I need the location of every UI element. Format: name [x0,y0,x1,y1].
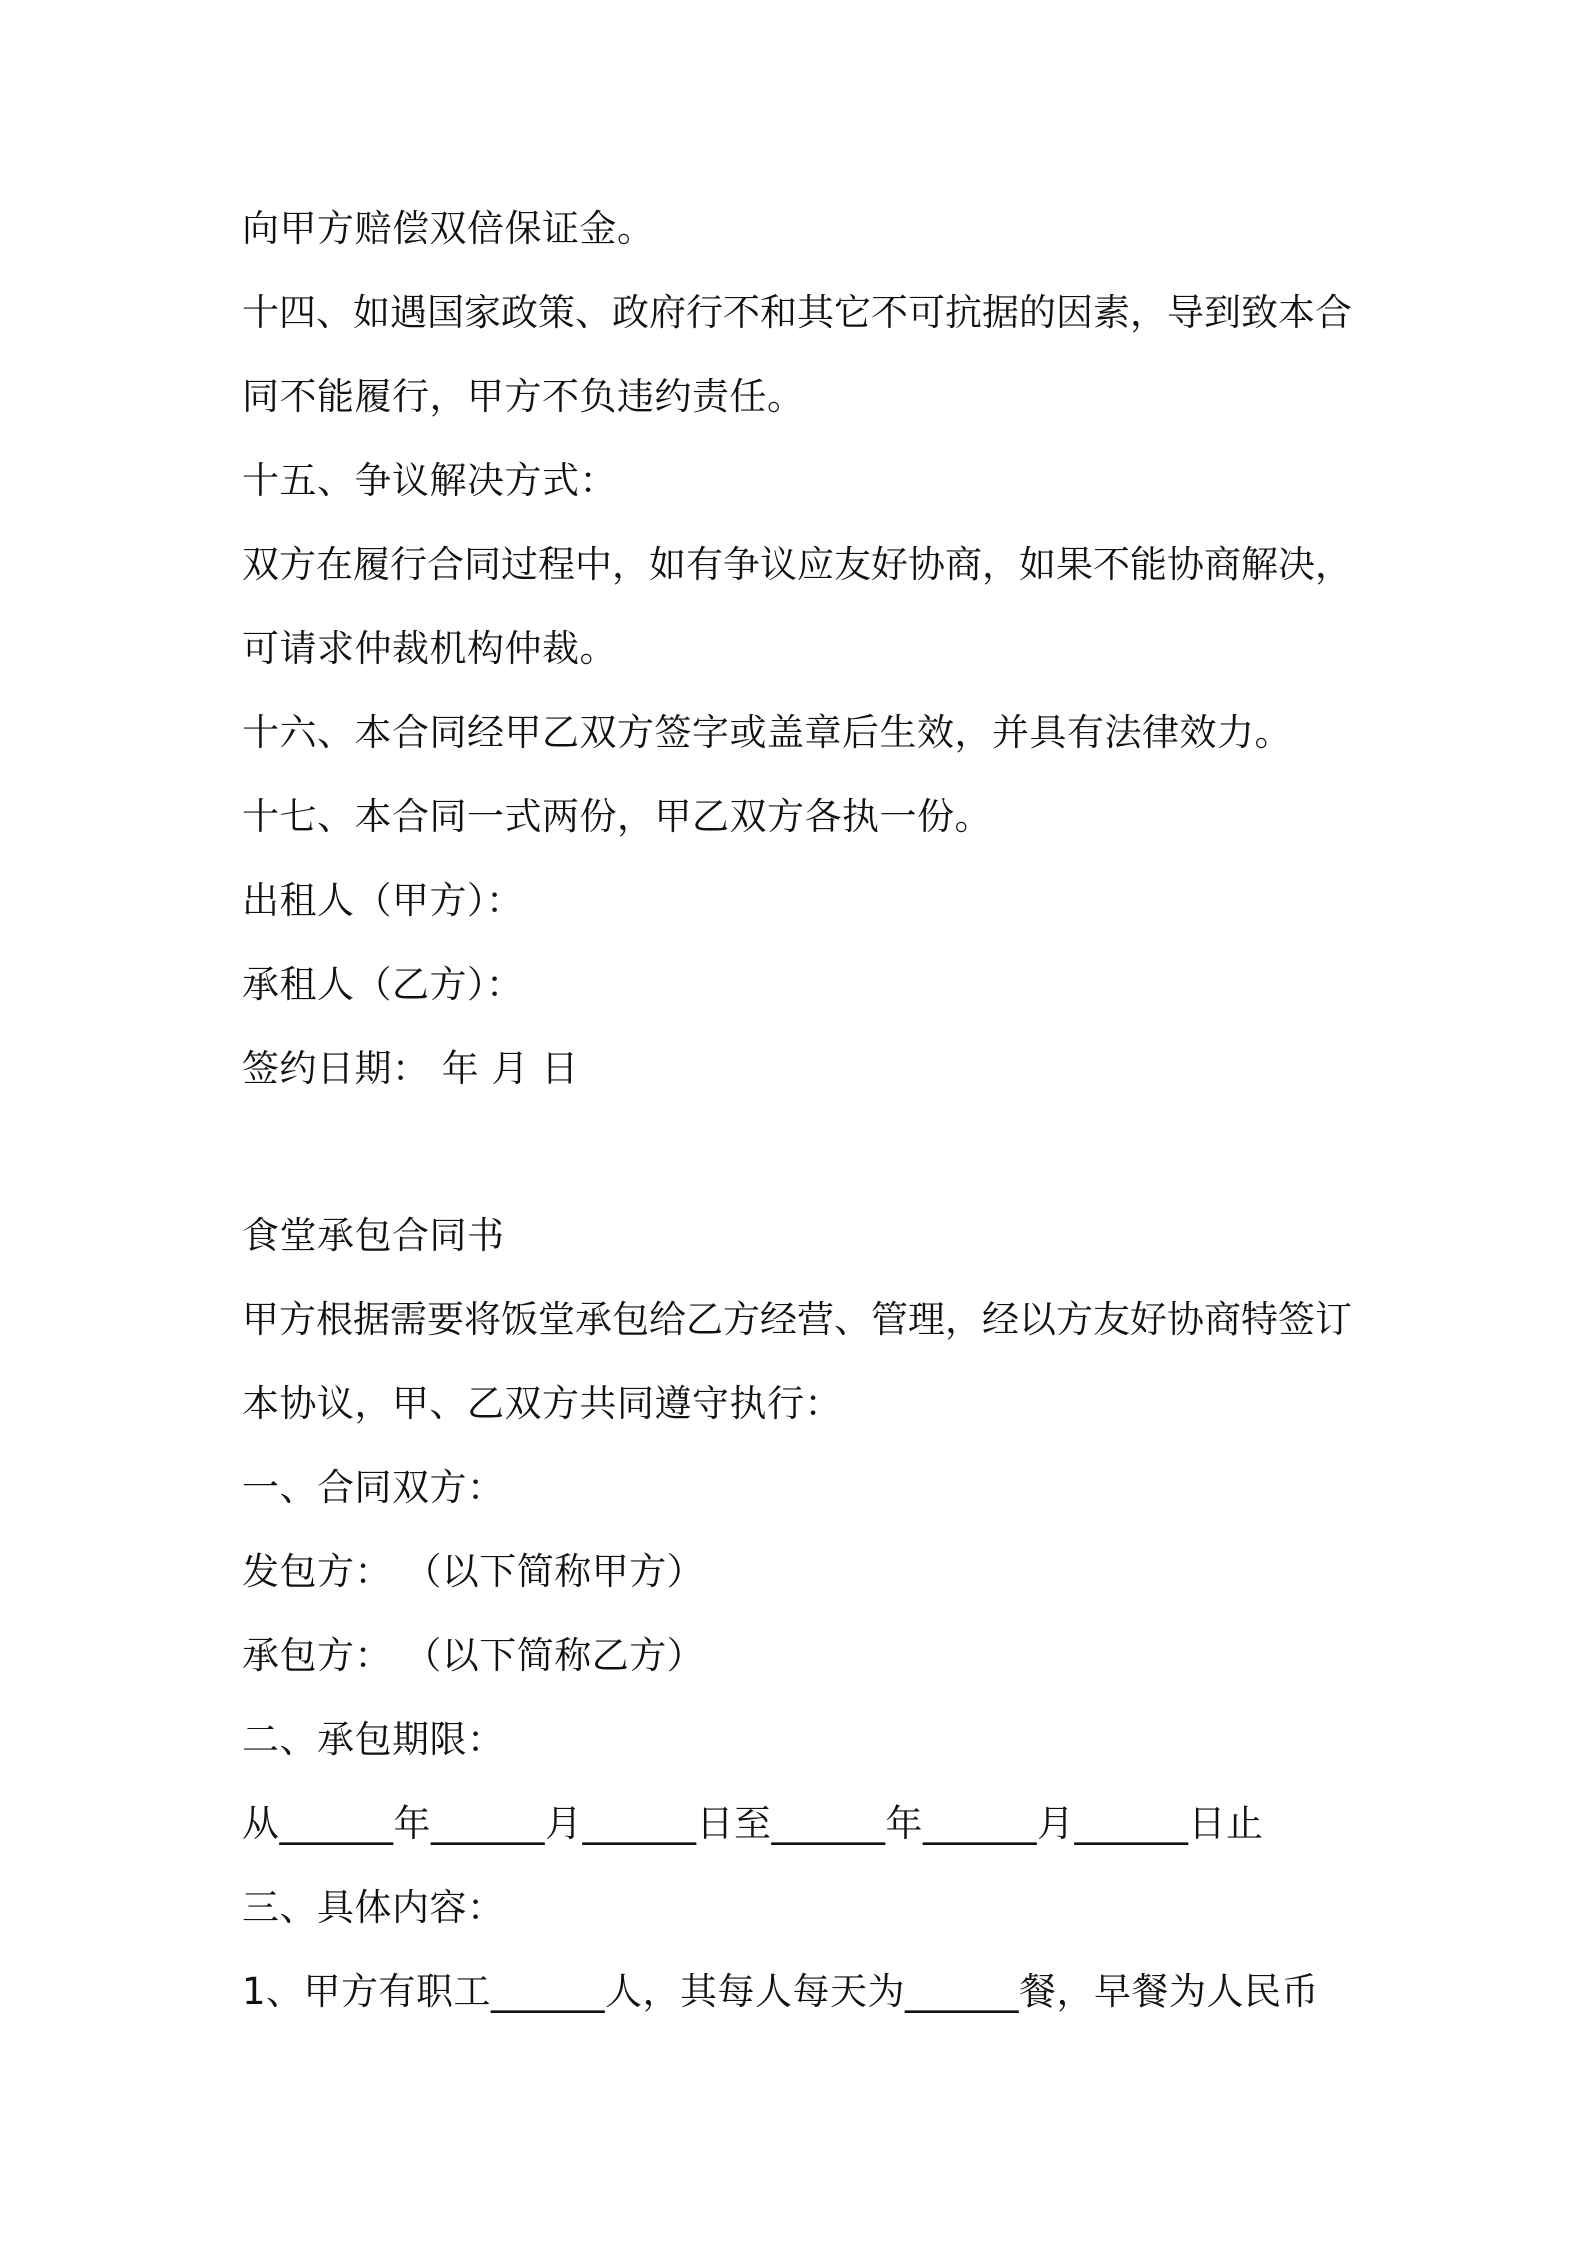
clause-17: 十七、本合同一式两份，甲乙双方各执一份。 [242,795,992,838]
lessor-signature-label: 出租人（甲方）： [242,879,524,922]
clause-16: 十六、本合同经甲乙双方签字或盖章后生效，并具有法律效力。 [242,711,1292,754]
section-3-heading: 三、具体内容： [242,1886,505,1929]
signing-date-label: 签约日期： 年 月 日 [242,1047,579,1090]
section-2-heading: 二、承包期限： [242,1718,505,1761]
text-line: 向甲方赔偿双倍保证金。 [242,207,655,250]
clause-14-line-1: 十四、如遇国家政策、政府行不和其它不可抗据的因素，导到致本合 [242,291,1352,334]
term-period-line: 从______年______月______日至______年______月______日止 [242,1802,1264,1845]
contract-title: 食堂承包合同书 [242,1214,505,1257]
clause-15-line-2: 可请求仲裁机构仲裁。 [242,627,617,670]
lessee-signature-label: 承租人（乙方）： [242,963,524,1006]
clause-15-line-1: 双方在履行合同过程中，如有争议应友好协商，如果不能协商解决， [242,543,1352,586]
party-b-line: 承包方： （以下简称乙方） [242,1634,705,1677]
clause-15-heading: 十五、争议解决方式： [242,459,617,502]
content-item-1: 1、甲方有职工______人，其每人每天为______餐，早餐为人民币 [242,1970,1320,2013]
section-1-heading: 一、合同双方： [242,1466,505,1509]
party-a-line: 发包方： （以下简称甲方） [242,1550,705,1593]
clause-14-line-2: 同不能履行，甲方不负违约责任。 [242,375,805,418]
intro-line-2: 本协议，甲、乙双方共同遵守执行： [242,1382,842,1425]
intro-line-1: 甲方根据需要将饭堂承包给乙方经营、管理，经以方友好协商特签订 [242,1298,1352,1341]
